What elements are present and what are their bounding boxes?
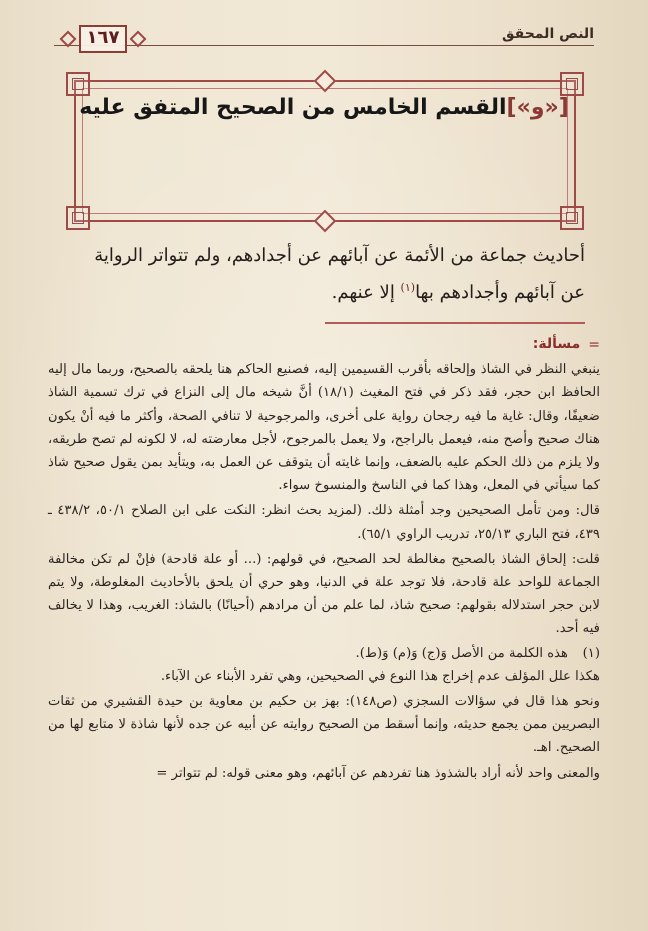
footnote-reference: (١) bbox=[400, 281, 416, 294]
main-line-2-end: إلا عنهم. bbox=[331, 282, 401, 303]
ornament-corner-icon bbox=[66, 206, 90, 230]
note-paragraph-2: قال: ومن تأمل الصحيحين وجد أمثلة ذلك. (لمزيد بحث انظر: النكت على ابن الصلاح ٥٠/١، ٤٣٨/٢ ـ ٤٣٩، فتح الباري ٢٥/١٣، تدريب الراوي ٦٥/١). bbox=[48, 503, 601, 542]
footnote-row bbox=[48, 642, 600, 665]
footnote-number: (١) bbox=[582, 645, 600, 661]
notes-divider bbox=[325, 322, 585, 324]
notes-section bbox=[48, 333, 600, 785]
footnote-paragraph-2: ونحو هذا قال في سؤالات السجزي (ص١٤٨): بهز بن حكيم بن معاوية بن حيدة القشيري من ثقات البصريين ممن يجمع حديثه، وإنما أسقط من الصحيح روايته عن أبيه عن جده لأنها شاذة لا متابع لها من الصحيح. اهـ. bbox=[48, 694, 600, 756]
notes-heading: مسألة: bbox=[532, 336, 581, 352]
main-line-2-start: عن آبائهم وأجدادهم بها bbox=[415, 282, 585, 303]
footnote-paragraph-3: والمعنى واحد لأنه أراد بالشذوذ هنا تفردهم عن آبائهم، وهو معنى قوله: لم تتواتر = bbox=[156, 765, 600, 781]
running-title: النص المحقق bbox=[502, 26, 594, 42]
note-paragraph-3: قلت: إلحاق الشاذ بالصحيح مغالطة لحد الصحيح، في قولهم: (... أو علة قادحة) فإنْ لم تكن مخالفة الجماعة للواحد علة قادحة، فلا توجد علة في الدنيا، وهو حري أن يلحق بالأحاديث المغلوطة، ولا يتم لابن حجر استدلاله بقولهم: صحيح شاذ، لما علم من أن مرادهم (أحيانًا) بالشاذ: الغريب، وهذا لا يخالف فيه أحد. bbox=[48, 551, 600, 637]
notes-bullet: = bbox=[588, 337, 600, 353]
section-title bbox=[0, 95, 648, 120]
main-line-1: أحاديث جماعة من الأئمة عن آبائهم عن أجدادهم، ولم تتواتر الرواية bbox=[94, 245, 585, 266]
main-line-2 bbox=[63, 274, 585, 311]
ornament-diamond-icon bbox=[314, 70, 337, 93]
ornament-corner-icon bbox=[66, 72, 90, 96]
ornament-corner-icon bbox=[560, 206, 584, 230]
note-paragraph-1: ينبغي النظر في الشاذ وإلحاقه بأقرب القسيمين إليه، فصنيع الحاكم هنا يلحقه بالصحيح، وربما مال إليه الحافظ ابن حجر، فقد ذكر في فتح المغيث (١٨/١) أنَّ شيخه مال إلى النزاع في ترك تسمية الشاذ ضعيفًا، وقال: غاية ما فيه رجحان رواية على أخرى، والمرجوحية لا تنافي الصحة، وأكثر ما فيه أنْ يكون هناك صحيح وأصح منه، فيعمل بالراجح، ولا يعمل بالمرجوح، لأجل معارضته له، لا لكونه لم تصح طريقه، ولا يلزم من ذلك الحكم عليه بالضعف، وإنما غايته أن يتوقف عن العمل به، ويتأيد بمن يقول صحيح شاذ كما سيأتي في المعل، وهذا كما في الناسخ والمنسوخ سواء. bbox=[48, 362, 600, 494]
ornament-corner-icon bbox=[560, 72, 584, 96]
page-header bbox=[54, 25, 594, 53]
page-number: ١٦٧ bbox=[79, 25, 127, 53]
main-text bbox=[63, 237, 585, 311]
ornament-diamond-icon bbox=[314, 210, 337, 233]
notes-heading-row bbox=[48, 333, 600, 358]
footnote-paragraph-1: هكذا علل المؤلف عدم إخراج هذا النوع في الصحيحين، وهي تفرد الأبناء عن الآباء. bbox=[160, 668, 600, 684]
section-prefix: [«و»] bbox=[506, 95, 569, 120]
section-heading: القسم الخامس من الصحيح المتفق عليه bbox=[79, 95, 507, 120]
footnote-first-line: هذه الكلمة من الأصل وَ(ج) وَ(م) وَ(ط). bbox=[355, 645, 568, 661]
